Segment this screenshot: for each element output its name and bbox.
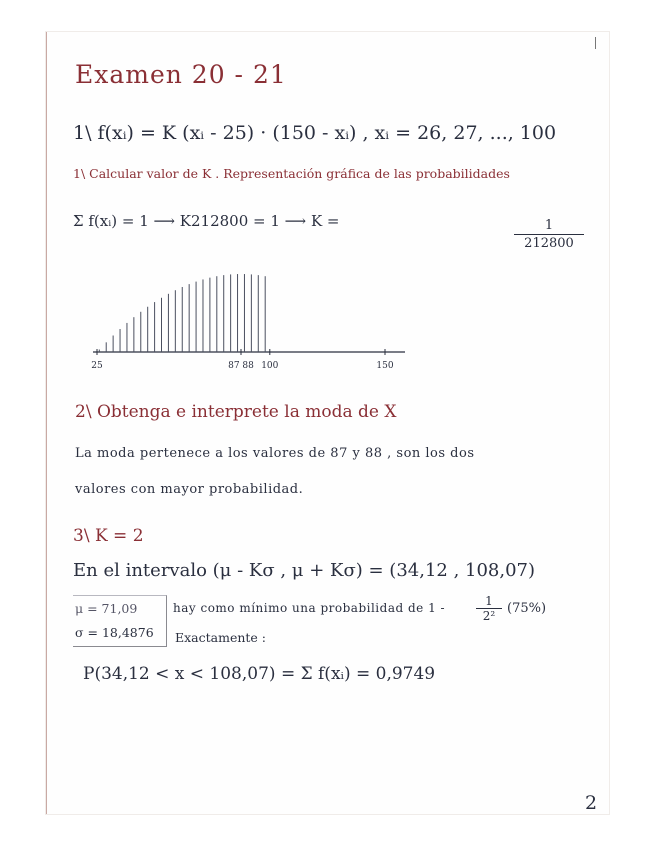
- fraction-bar: [514, 234, 584, 235]
- exactly-label: Exactamente :: [175, 630, 267, 645]
- chebyshev-text: hay como mínimo una probabilidad de 1 -: [173, 601, 446, 615]
- cheb-numerator: 1: [485, 594, 493, 608]
- tick-label: 100: [261, 361, 279, 371]
- k-fraction: [514, 218, 584, 251]
- chebyshev-fraction: [476, 594, 502, 623]
- question-2-title: 2\ Obtenga e interprete la moda de X: [75, 402, 397, 422]
- probability-chart: [85, 262, 425, 372]
- tick-label: 150: [376, 361, 394, 371]
- cheb-denominator: 2²: [482, 609, 496, 623]
- sum-equation: Σ f(xᵢ) = 1 ⟶ K212800 = 1 ⟶ K =: [73, 212, 340, 230]
- k-denominator: 212800: [524, 236, 574, 251]
- page-number: 2: [585, 792, 598, 814]
- tick-label: 25: [91, 361, 103, 371]
- bars-group: [99, 274, 265, 352]
- question-2-answer-line-2: valores con mayor probabilidad.: [75, 482, 304, 497]
- task-1-statement: 1\ Calcular valor de K . Representación gráfica de las probabilidades: [73, 166, 510, 181]
- percentage-text: (75%): [507, 601, 547, 616]
- notebook-page: [46, 32, 609, 814]
- corner-mark: [595, 37, 596, 49]
- exam-title: Examen 20 - 21: [75, 60, 287, 89]
- problem-function-line: 1\ f(xᵢ) = K (xᵢ - 25) · (150 - xᵢ) , xᵢ = 26, 27, ..., 100: [73, 122, 557, 144]
- mu-value: μ = 71,09: [75, 601, 138, 616]
- interval-line: En el intervalo (μ - Kσ , μ + Kσ) = (34,12 , 108,07): [73, 560, 536, 581]
- question-2-answer-line-1: La moda pertenece a los valores de 87 y 88 , son los dos: [75, 446, 475, 461]
- sigma-value: σ = 18,4876: [75, 625, 154, 640]
- question-3-title: 3\ K = 2: [73, 526, 144, 546]
- k-numerator: 1: [544, 218, 554, 233]
- probability-result: P(34,12 < x < 108,07) = Σ f(xᵢ) = 0,9749: [83, 664, 436, 684]
- tick-label: 87 88: [228, 361, 254, 371]
- mu-sigma-box: [73, 595, 167, 647]
